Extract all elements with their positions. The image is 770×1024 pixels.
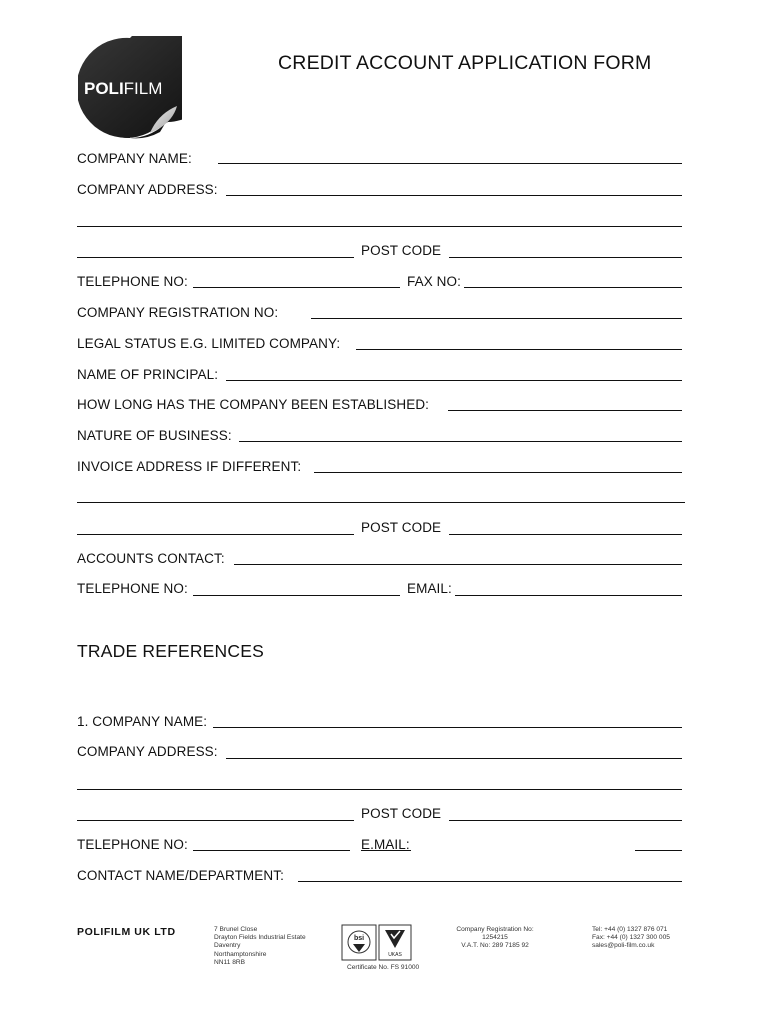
ref-company-name-label: 1. COMPANY NAME:	[77, 714, 208, 729]
telephone-2-label: TELEPHONE NO:	[77, 581, 188, 596]
name-of-principal-label: NAME OF PRINCIPAL:	[77, 367, 219, 382]
svg-text:bsi: bsi	[353, 935, 365, 942]
footer-contact: Tel: +44 (0) 1327 876 071 Fax: +44 (0) 1327 300 005 sales@poli-film.co.uk	[592, 926, 670, 950]
telephone-label: TELEPHONE NO:	[77, 274, 188, 289]
certification-badges	[341, 924, 413, 964]
ref-telephone-label: TELEPHONE NO:	[77, 837, 188, 852]
post-code-2-field[interactable]	[449, 534, 682, 535]
telephone-2-field[interactable]	[193, 595, 400, 596]
company-address-line-2[interactable]	[77, 226, 682, 227]
invoice-address-field[interactable]	[314, 472, 682, 473]
ref-company-address-line-3[interactable]	[77, 820, 354, 821]
company-registration-label: COMPANY REGISTRATION NO:	[77, 305, 279, 320]
invoice-address-line-3[interactable]	[77, 534, 354, 535]
footer-registration: Company Registration No: 1254215 V.A.T. No: 289 7185 92	[456, 926, 534, 950]
company-name-label: COMPANY NAME:	[77, 151, 192, 166]
email-field[interactable]	[455, 595, 682, 596]
post-code-field[interactable]	[449, 257, 682, 258]
fax-label: FAX NO:	[407, 274, 461, 289]
how-long-established-field[interactable]	[448, 410, 682, 411]
accounts-contact-field[interactable]	[234, 564, 682, 565]
ref-contact-field[interactable]	[298, 881, 682, 882]
footer-certificate: Certificate No. FS 91000	[347, 964, 420, 971]
company-registration-field[interactable]	[311, 318, 682, 319]
ref-contact-label: CONTACT NAME/DEPARTMENT:	[77, 868, 284, 883]
how-long-established-label: HOW LONG HAS THE COMPANY BEEN ESTABLISHED:	[77, 397, 430, 412]
name-of-principal-field[interactable]	[226, 380, 682, 381]
ref-post-code-label: POST CODE	[361, 806, 442, 821]
company-address-line-3[interactable]	[77, 257, 354, 258]
ref-company-address-label: COMPANY ADDRESS:	[77, 744, 218, 759]
nature-of-business-label: NATURE OF BUSINESS:	[77, 428, 232, 443]
company-name-field[interactable]	[218, 163, 682, 164]
ref-post-code-field[interactable]	[449, 820, 682, 821]
company-address-label: COMPANY ADDRESS:	[77, 182, 218, 197]
ref-company-address-line-2[interactable]	[77, 789, 682, 790]
ref-email-label: E.MAIL:	[361, 837, 410, 852]
trade-references-heading: TRADE REFERENCES	[77, 641, 264, 661]
invoice-address-line-2[interactable]	[77, 502, 685, 503]
form-title: CREDIT ACCOUNT APPLICATION FORM	[278, 52, 652, 74]
post-code-2-label: POST CODE	[361, 520, 442, 535]
polifilm-logo	[78, 36, 182, 140]
invoice-address-label: INVOICE ADDRESS IF DIFFERENT:	[77, 459, 302, 474]
company-address-field[interactable]	[226, 195, 682, 196]
footer-company-name: POLIFILM UK LTD	[77, 926, 176, 938]
ref-company-address-field[interactable]	[226, 758, 682, 759]
accounts-contact-label: ACCOUNTS CONTACT:	[77, 551, 225, 566]
ref-email-underline	[361, 850, 411, 851]
logo-text-bold: POLIFILM	[84, 79, 163, 98]
ref-telephone-field[interactable]	[193, 850, 350, 851]
post-code-label: POST CODE	[361, 243, 442, 258]
legal-status-label: LEGAL STATUS E.G. LIMITED COMPANY:	[77, 336, 341, 351]
fax-field[interactable]	[464, 287, 682, 288]
ref-company-name-field[interactable]	[213, 727, 682, 728]
telephone-field[interactable]	[193, 287, 400, 288]
email-label: EMAIL:	[407, 581, 452, 596]
ref-email-field[interactable]	[635, 850, 682, 851]
svg-text:UKAS: UKAS	[388, 952, 402, 958]
nature-of-business-field[interactable]	[239, 441, 682, 442]
footer-address: 7 Brunel Close Drayton Fields Industrial Estate Daventry Northamptonshire NN11 8RB	[214, 926, 306, 966]
legal-status-field[interactable]	[356, 349, 682, 350]
